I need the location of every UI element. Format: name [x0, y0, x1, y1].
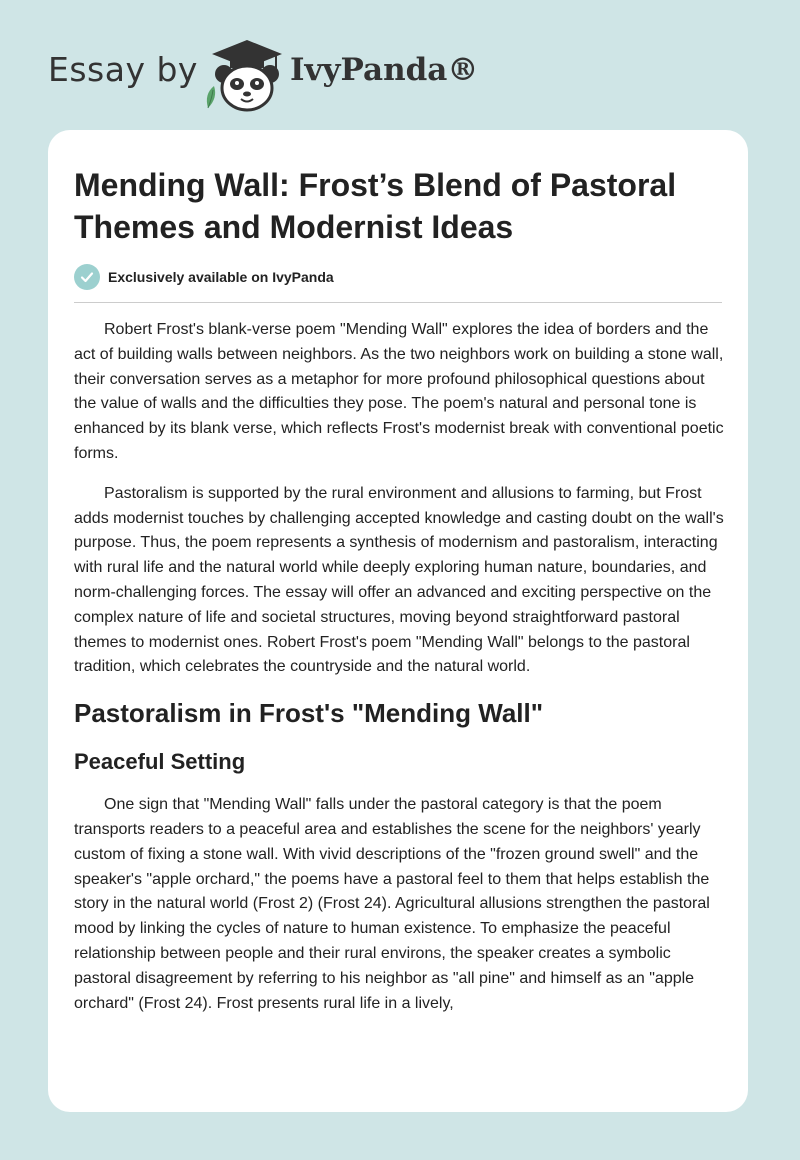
- paragraph: One sign that "Mending Wall" falls under the pastoral category is that the poem transports readers to a peaceful area and establishes the scene for the neighbors' yearly custom of fixing a stone wall. With vivid descriptions of the "frozen ground swell" and the speaker's "apple orchard," the poems have a pastoral feel to them that helps establish the story in the natural world (Frost 2) (Frost 24). Agricultural allusions strengthen the pastoral mood by linking the cycles of nature to human existence. To emphasize the peaceful relationship between people and their rural environs, the speaker creates a symbolic pastoral disagreement by referring to his neighbor as "all pine" and himself as an "apple orchard" (Frost 24). Frost presents rural life in a lively,: [74, 796, 710, 1012]
- site-header: [0, 0, 800, 130]
- paragraph: Pastoralism is supported by the rural environment and allusions to farming, but Frost adds modernist touches by challenging accepted knowledge and casting doubt on the wall's purpose. Thus, the poem represents a synthesis of modernism and pastoralism, interacting with rural life and the natural world while deeply exploring human nature, boundaries, and norm-challenging forces. The essay will offer an advanced and exciting perspective on the complex nature of life and societal structures, moving beyond straightforward pastoral themes to modernist ones. Robert Frost's poem "Mending Wall" belongs to the pastoral tradition, which celebrates the countryside and the natural world.: [74, 484, 724, 676]
- subsection-heading: Peaceful Setting: [74, 749, 246, 775]
- essay-by-label: Essay by: [48, 50, 198, 89]
- essay-body: [74, 318, 726, 1031]
- divider: [74, 302, 722, 303]
- section-heading: Pastoralism in Frost's "Mending Wall": [74, 698, 544, 729]
- panda-graduation-cap-icon[interactable]: [202, 36, 292, 112]
- exclusive-label: Exclusively available on IvyPanda: [108, 269, 334, 285]
- brand-name[interactable]: IvyPanda®: [290, 52, 479, 88]
- paragraph: Robert Frost's blank-verse poem "Mending Wall" explores the idea of borders and the act of building walls between neighbors. As the two neighbors work on building a stone wall, their conversation serves as a metaphor for more profound philosophical questions about the value of walls and the difficulties they pose. The poem's natural and personal tone is enhanced by its blank verse, which reflects Frost's modernist break with conventional poetic forms.: [74, 321, 724, 462]
- exclusive-notice: [74, 264, 334, 290]
- essay-card: [48, 130, 748, 1112]
- check-icon: [74, 264, 100, 290]
- page-title: Mending Wall: Frost’s Blend of Pastoral Themes and Modernist Ideas: [74, 167, 677, 245]
